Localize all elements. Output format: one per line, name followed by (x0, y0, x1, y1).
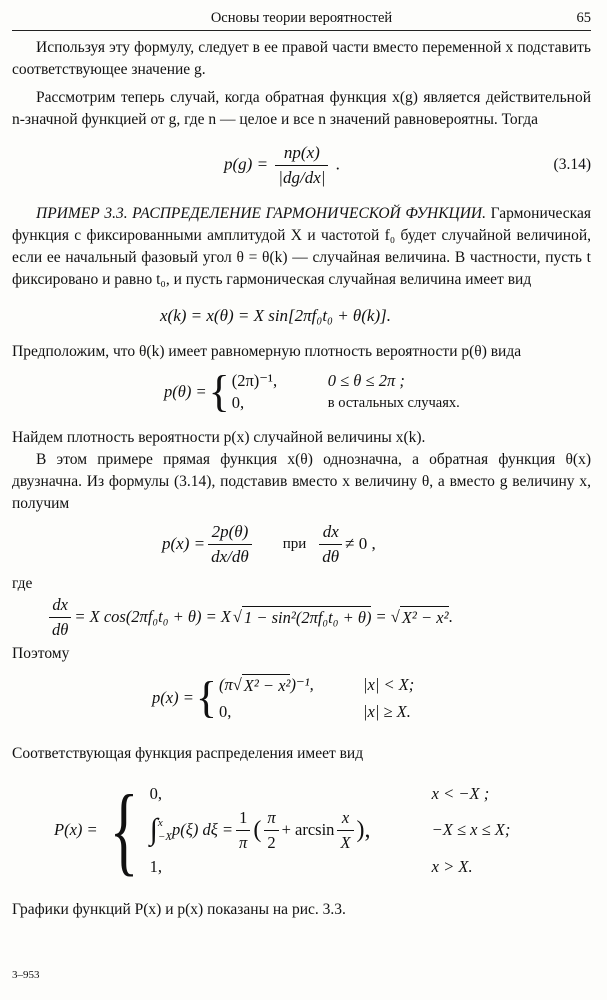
left-brace: { (208, 367, 230, 416)
case-condition: x > X. (431, 856, 473, 876)
case-value: ∫ x −X p(ξ) dξ = $\frac{1}{\pi}$ ( $\frac{\pi}{2}$ + arcsin $\frac{x}{X}$ ), (149, 807, 371, 852)
page-number: 65 (576, 10, 591, 26)
case-condition: в остальных случаях. (327, 395, 460, 411)
arcsin-label: + arcsin (281, 820, 335, 839)
paragraph-5: В этом примере прямая функция x(θ) однозначна, а обратная функция θ(x) двузначна. Из формулы (3.14), подставив вместо x величину θ, а вместо g величину x, получим (12, 451, 591, 512)
case-row (150, 856, 511, 878)
fraction-x-over-X (337, 807, 353, 854)
eq-px-fraction-2 (319, 521, 342, 568)
example-text: Гармоническая функция с фиксированными амплитудой X и частотой f₀ будет случайной величиной, если ее начальный фазовый угол θ = θ(k) — случайная величина. В частности, пусть t фиксировано и равно t₀, и пусть гармоническая случайная величина имеет вид (12, 205, 591, 288)
fraction-pi-over-2 (264, 807, 278, 854)
eq314-numerator: np(x) (283, 142, 320, 162)
case-condition: −X ≤ x ≤ X; (431, 820, 511, 839)
dxdtheta-rhs1: = X cos(2πf₀t₀ + θ) = X (74, 607, 231, 626)
equation-dx-dtheta: $\frac{dx}{d\theta}$ = X cos(2πf₀t₀ + θ) = X √ 1 − sin²(2πf₀t₀ + θ) = √ X² − x² . (12, 595, 591, 639)
frac-numerator: x (341, 807, 350, 827)
close-paren: ), (356, 817, 371, 843)
eq314-tail: . (335, 153, 340, 173)
frac-numerator: π (267, 807, 276, 827)
cases-block (150, 783, 511, 878)
case-value-pre: (π (218, 674, 233, 694)
left-brace: { (109, 774, 139, 885)
header-title: Основы теории вероятностей (210, 10, 393, 26)
case-condition: 0 ≤ θ ≤ 2π ; (327, 371, 405, 390)
integral (149, 813, 173, 846)
eq-ptheta-lhs: p(θ) = (164, 382, 207, 401)
equation-x-of-k (12, 291, 591, 341)
eq-px2-lhs: p(x) = (152, 688, 194, 707)
eq-px-denominator: dx/dθ (208, 544, 252, 568)
eq-px-when: при (282, 536, 307, 552)
integral-lower: −X (157, 831, 173, 843)
case-row (219, 674, 414, 697)
fraction-1-over-pi (236, 807, 250, 854)
eq314-denominator: |dg/dx| (275, 165, 328, 189)
case-row (232, 392, 460, 414)
dxdtheta-fraction (49, 594, 71, 641)
case-value: 0, (218, 701, 232, 721)
dxdtheta-numerator: dx (52, 594, 68, 614)
integrand: p(ξ) dξ = (172, 820, 234, 839)
eq-x-text: x(k) = x(θ) = X sin[2πf₀t₀ + θ(k)]. (160, 306, 392, 325)
eq-Px-lhs: P(x) = (54, 820, 98, 839)
integral-limits (158, 816, 172, 844)
dxdtheta-rhs2: = (376, 607, 386, 626)
paragraph-2: Рассмотрим теперь случай, когда обратная функция x(g) является действительной n-значной функцией от g, где n — целое и все n значений равновероятны. Тогда (12, 89, 591, 128)
cases-block (232, 370, 460, 414)
case-value: 0, (231, 393, 245, 412)
eq-px-tail: ≠ 0 , (345, 534, 376, 553)
paragraph-6: Соответствующая функция распределения имеет вид (12, 745, 364, 762)
example-heading: ПРИМЕР 3.3. РАСПРЕДЕЛЕНИЕ ГАРМОНИЧЕСКОЙ ФУНКЦИИ. (36, 205, 486, 222)
equation-p-theta (12, 363, 591, 421)
case-value-post: )⁻¹, (290, 674, 314, 694)
example-paragraph (12, 203, 591, 291)
equation-3-14 (12, 135, 591, 195)
printer-signature: 3–953 (12, 969, 40, 981)
eq314-fraction (275, 142, 328, 189)
case-row (219, 701, 414, 723)
radical-2: X² − x² (401, 607, 449, 627)
frac-denominator: π (236, 830, 250, 854)
case-condition: x < −X ; (431, 783, 490, 803)
equation-p-x (12, 515, 591, 573)
case-radical: X² − x² (243, 675, 291, 695)
equation-p-x-cases (12, 665, 591, 731)
frac-numerator: 1 (239, 807, 248, 827)
paragraph-1: Используя эту формулу, следует в ее правой части вместо переменной x подставить соответствующее значение g. (12, 39, 591, 78)
therefore-word: Поэтому (12, 645, 70, 662)
case-row (232, 370, 460, 392)
paragraph-7: Графики функций P(x) и p(x) показаны на рис. 3.3. (12, 901, 346, 918)
frac-denominator: X (337, 830, 353, 854)
integral-upper: x (157, 817, 163, 829)
case-row (150, 783, 511, 805)
case-value: (2π)⁻¹, (231, 371, 278, 390)
left-brace: { (195, 673, 217, 722)
eq-px-denominator-2: dθ (319, 544, 342, 568)
integral-sign: ∫ (149, 813, 158, 846)
equation-P-x (12, 771, 591, 889)
paragraph-4: Найдем плотность вероятности p(x) случайной величины x(k). (12, 429, 426, 446)
dxdtheta-tail: . (448, 607, 453, 626)
eq-px-numerator-2: dx (322, 521, 339, 541)
case-value: 0, (149, 783, 163, 803)
where-word: где (12, 575, 33, 592)
case-row (150, 807, 511, 854)
case-value: (π √ X² − x² )⁻¹, (218, 674, 314, 695)
eq314-lhs: p(g) = (224, 153, 269, 173)
case-condition: |x| < X; (362, 675, 415, 694)
case-value: 1, (149, 856, 163, 876)
frac-denominator: 2 (264, 830, 278, 854)
eq-px-numerator: 2p(θ) (211, 521, 249, 541)
eq-px-fraction (208, 521, 252, 568)
equation-label: (3.14) (553, 156, 591, 173)
case-condition: |x| ≥ X. (362, 701, 411, 721)
radical-1: 1 − sin²(2πf₀t₀ + θ) (243, 607, 372, 627)
dxdtheta-denominator: dθ (49, 617, 71, 641)
paragraph-3: Предположим, что θ(k) имеет равномерную плотность вероятности p(θ) вида (12, 343, 522, 360)
running-header (12, 0, 591, 31)
cases-block (219, 674, 414, 723)
eq-px-lhs: p(x) = (162, 534, 206, 553)
